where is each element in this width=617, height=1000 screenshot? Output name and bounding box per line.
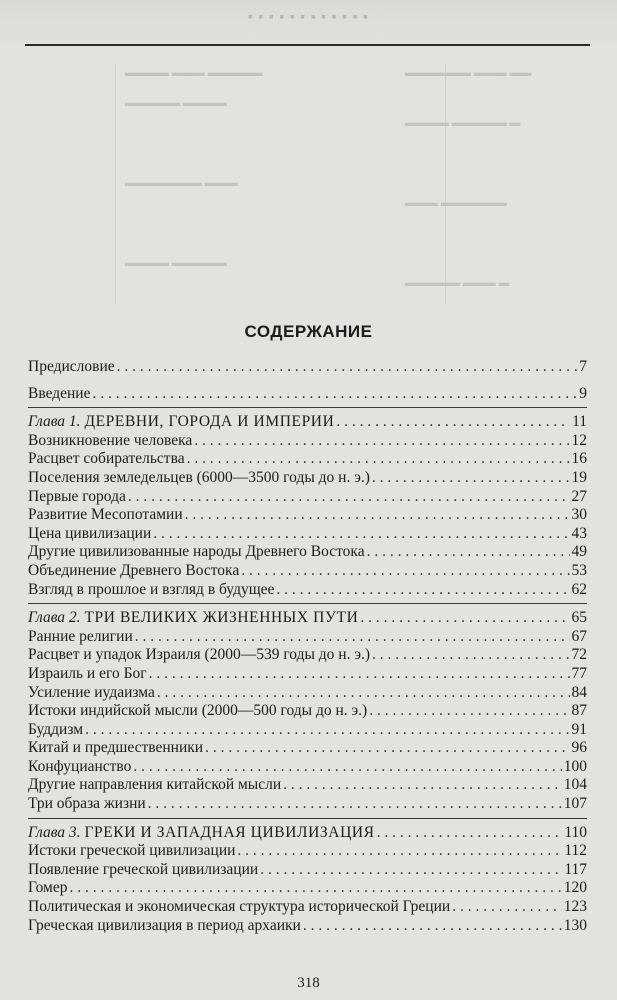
toc-entry-page: 49 [571,543,587,561]
leader-dots [205,739,569,757]
toc-entry-page: 19 [571,468,587,486]
toc-entry-page: 11 [572,413,587,431]
leader-dots [92,385,577,403]
toc-entry [28,628,587,647]
toc-entry-page: 67 [571,627,587,645]
toc-entry-page: 84 [571,683,587,701]
chapter-name: ТРИ ВЕЛИКИХ ЖИЗНЕННЫХ ПУТИ [84,609,359,627]
toc-entry-title: Введение [28,384,91,402]
leader-dots [185,506,570,524]
toc-entry-page: 65 [571,609,587,627]
table-of-contents [28,358,587,935]
toc-entry-page: 27 [571,487,587,505]
toc-entry [28,665,587,684]
chapter-name: ДЕРЕВНИ, ГОРОДА И ИМПЕРИИ [84,413,335,431]
leader-dots [369,702,569,720]
leader-dots [237,842,562,860]
toc-entry [28,469,587,488]
toc-entry [28,450,587,469]
toc-entry [28,581,587,600]
toc-entry-title: Появление греческой цивилизации [28,860,259,878]
section-rule [28,818,587,819]
toc-entry-title: Развитие Месопотамии [28,506,183,524]
toc-entry-title: Три образа жизни [28,795,146,813]
leader-dots [377,824,563,842]
leader-dots [360,609,569,627]
section-rule [28,407,587,408]
toc-entry [28,795,587,814]
toc-entry-page: 30 [571,506,587,524]
header-rule [25,44,590,46]
toc-entry-title: Другие цивилизованные народы Древнего Востока [28,543,365,561]
leader-dots [452,898,562,916]
leader-dots [85,721,569,739]
leader-dots [260,861,562,879]
leader-dots [135,628,570,646]
toc-entry-title: Расцвет и упадок Израиля (2000—539 годы до н. э.) [28,646,371,664]
chapter-label: Глава 2. [28,609,81,627]
toc-chapter-2 [28,609,587,628]
toc-entry-title: Возникновение человека [28,431,193,449]
toc-entry-page: 96 [571,739,587,757]
toc-entry [28,562,587,581]
toc-entry [28,646,587,665]
leader-dots [133,758,561,776]
toc-entry-page: 87 [571,702,587,720]
leader-dots [372,646,569,664]
toc-entry-title: Объединение Древнего Востока [28,561,240,579]
toc-entry-title: Политическая и экономическая структура исторической Греции [28,898,451,916]
toc-entry-page: 62 [571,580,587,598]
running-header-area [0,0,617,44]
toc-entry-page: 43 [571,524,587,542]
page-title: СОДЕРЖАНИЕ [244,322,373,341]
chapter-name: ГРЕКИ И ЗАПАДНАЯ ЦИВИЛИЗАЦИЯ [84,823,375,841]
leader-dots [70,879,562,897]
toc-entry-title: Буддизм [28,720,84,738]
toc-entry [28,488,587,507]
toc-entry [28,776,587,795]
leader-dots [117,358,578,376]
toc-entry-page: 7 [579,358,587,375]
toc-entry-page: 120 [563,879,587,897]
toc-entry-page: 12 [571,431,587,449]
leader-dots [303,917,562,935]
toc-entry [28,879,587,898]
leader-dots [241,562,569,580]
toc-entry-page: 9 [579,384,587,402]
toc-entry-page: 112 [564,842,587,860]
toc-chapter-1 [28,413,587,432]
page-number: 318 [297,975,320,991]
toc-entry-title: Истоки греческой цивилизации [28,842,236,860]
toc-entry-title: Предисловие [28,358,115,375]
toc-entry-title: Взгляд в прошлое и взгляд в будущее [28,580,275,598]
leader-dots [367,543,570,561]
toc-entry [28,917,587,936]
toc-chapter-3 [28,824,587,843]
toc-entry-title: Расцвет собирательства [28,450,185,468]
toc-entry-title: Израиль и его Бог [28,664,147,682]
toc-entry [28,506,587,525]
leader-dots [149,665,570,683]
leader-dots [283,776,562,794]
toc-entry [28,525,587,544]
toc-entry-title: Истоки индийской мысли (2000—500 годы до н. э.) [28,702,368,720]
toc-entry [28,684,587,703]
toc-entry-page: 130 [563,916,587,934]
leader-dots [128,488,570,506]
toc-entry [28,842,587,861]
toc-entry-introduction [28,385,587,404]
toc-entry-preface [28,358,587,377]
toc-entry-page: 107 [563,795,587,813]
toc-entry-page: 77 [571,664,587,682]
toc-entry-title: Первые города [28,487,126,505]
leader-dots [157,684,570,702]
leader-dots [276,581,569,599]
toc-entry-page: 123 [563,898,587,916]
section-rule [28,603,587,604]
leader-dots [148,795,562,813]
toc-entry-page: 72 [571,646,587,664]
toc-entry-page: 16 [571,450,587,468]
leader-dots [336,413,570,431]
toc-entry-title: Гомер [28,879,68,897]
toc-entry-title: Китай и предшественники [28,739,204,757]
toc-entry [28,543,587,562]
toc-entry-title: Другие направления китайской мысли [28,776,282,794]
chapter-label: Глава 1. [28,413,81,431]
toc-entry [28,861,587,880]
toc-entry-page: 104 [563,776,587,794]
bleed-through-header: ▪ ▪ ▪ ▪ ▪ ▪ ▪ ▪ ▪ ▪ ▪ ▪ [247,10,370,25]
bleed-through-table: ▬▬▬▬ ▬▬▬ ▬▬▬▬▬ ▬▬▬▬▬▬ ▬▬▬ ▬▬ ▬▬▬▬▬ ▬▬▬▬ ▬▬▬▬ ▬▬▬▬▬ ▬ ▬▬▬▬▬▬▬ ▬▬▬ ▬▬▬ ▬▬▬▬▬▬ ▬▬▬▬ ▬▬▬▬▬ ▬▬▬▬▬ ▬▬▬ ▬ [25,56,590,316]
toc-entry [28,758,587,777]
toc-entry-title: Конфуцианство [28,757,132,775]
chapter-label: Глава 3. [28,823,81,841]
toc-entry-page: 91 [571,720,587,738]
toc-entry-page: 110 [564,823,587,841]
toc-entry-page: 117 [564,860,587,878]
toc-entry-title: Греческая цивилизация в период архаики [28,916,301,934]
leader-dots [194,432,569,450]
leader-dots [187,450,570,468]
toc-entry [28,702,587,721]
toc-entry-page: 53 [571,561,587,579]
leader-dots [153,525,569,543]
toc-entry [28,721,587,740]
toc-entry-page: 100 [563,757,587,775]
toc-entry-title: Цена цивилизации [28,524,152,542]
toc-entry [28,739,587,758]
toc-entry-title: Ранние религии [28,627,133,645]
toc-entry [28,432,587,451]
toc-entry-title: Усиление иудаизма [28,683,155,701]
toc-entry-title: Поселения земледельцев (6000—3500 годы до н. э.) [28,468,370,486]
toc-entry [28,898,587,917]
leader-dots [372,469,570,487]
